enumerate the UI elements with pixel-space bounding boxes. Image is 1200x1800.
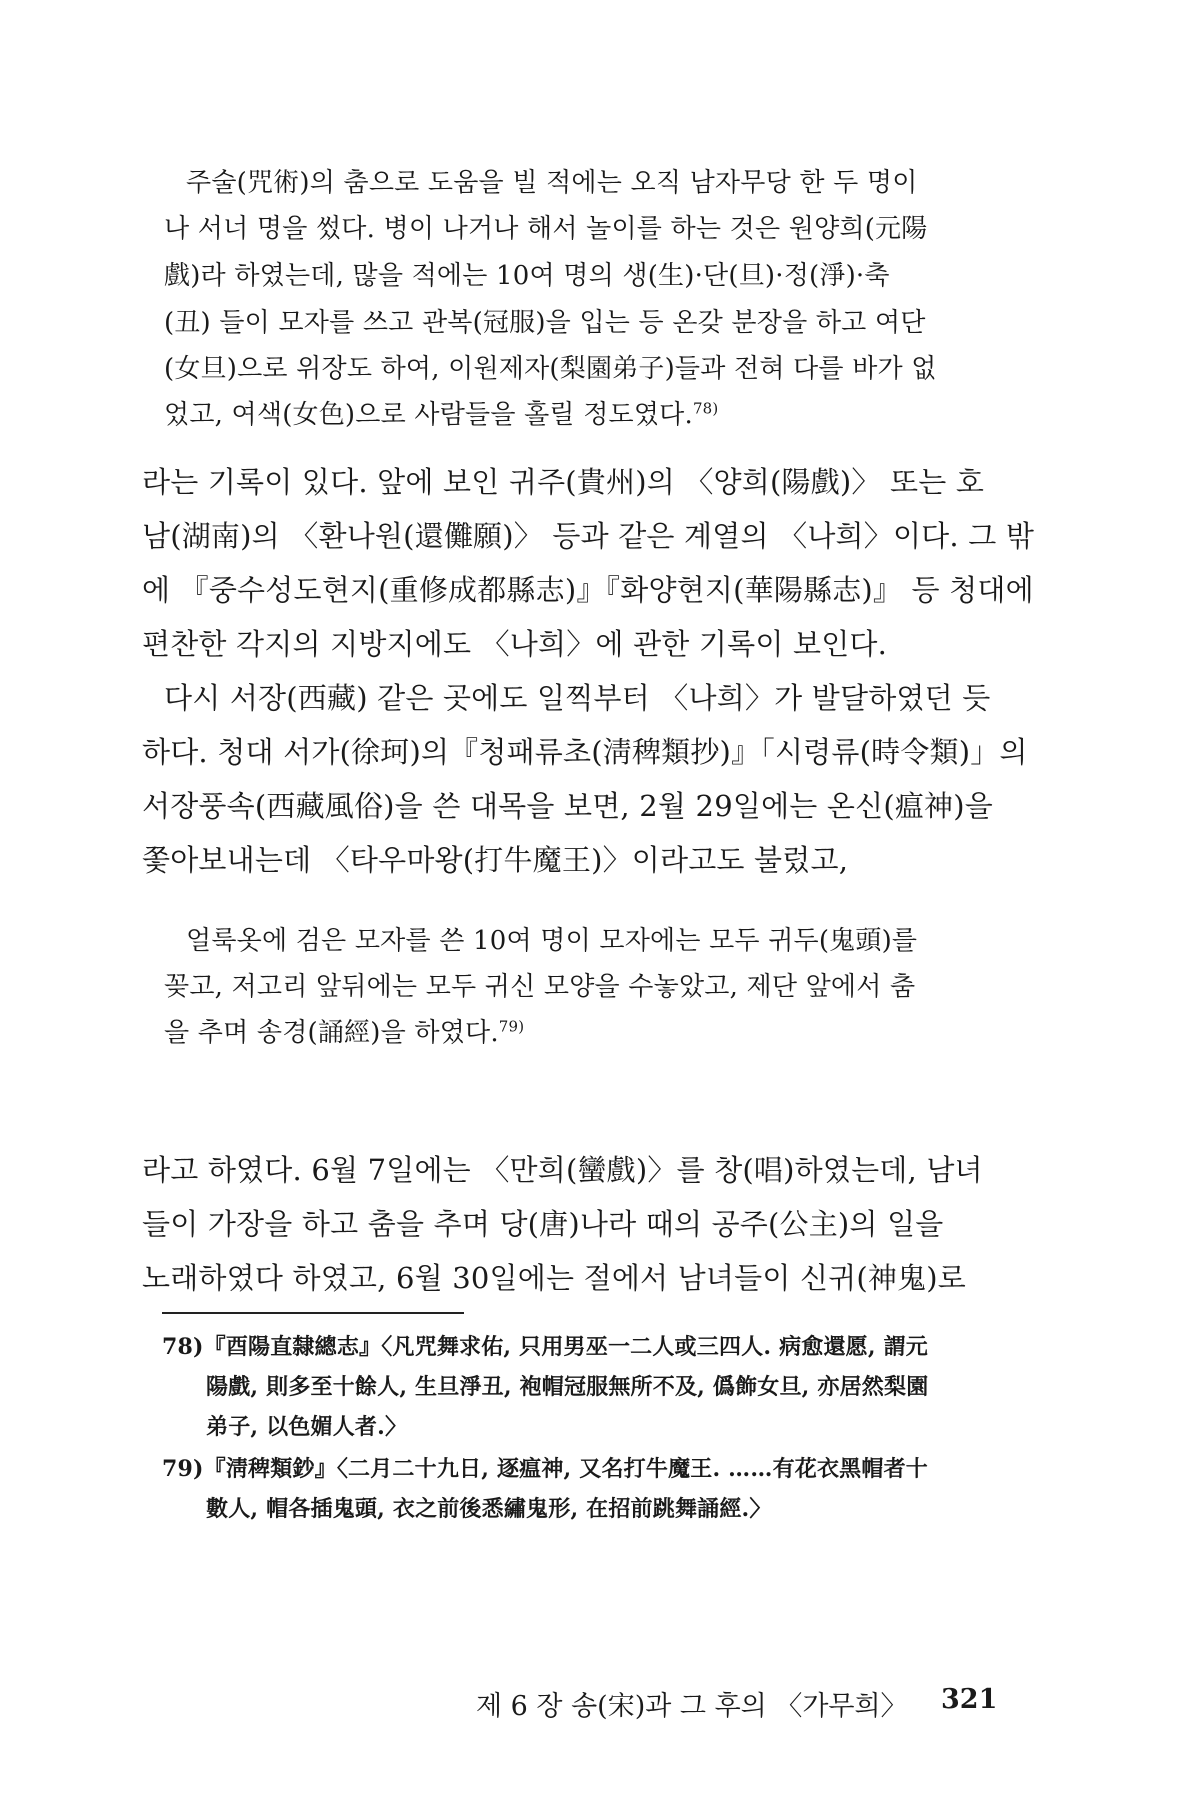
body-line: 남(湖南)의 〈환나원(還儺願)〉 등과 같은 계열의 〈나희〉이다. 그 밖 bbox=[142, 519, 1035, 553]
quote-line: (丑) 들이 모자를 쓰고 관복(冠服)을 입는 등 온갖 분장을 하고 여단 bbox=[164, 308, 926, 338]
quote-line: 나 서너 명을 썼다. 병이 나거나 해서 놀이를 하는 것은 원양희(元陽 bbox=[164, 214, 928, 244]
footnote-ref-79: 79) bbox=[498, 1017, 525, 1036]
page-number: 321 bbox=[941, 1684, 998, 1715]
body-line: 쫓아보내는데 〈타우마왕(打牛魔王)〉이라고도 불렀고, bbox=[142, 843, 849, 877]
quote-line bbox=[164, 1012, 524, 1049]
body-line: 에 『중수성도현지(重修成都縣志)』『화양현지(華陽縣志)』 등 청대에 bbox=[142, 573, 1034, 607]
footnote-divider bbox=[162, 1312, 464, 1314]
quote-line-text: 을 추며 송경(誦經)을 하였다. bbox=[164, 1018, 499, 1048]
quote-line: 얼룩옷에 검은 모자를 쓴 10여 명이 모자에는 모두 귀두(鬼頭)를 bbox=[186, 926, 918, 956]
body-line: 노래하였다 하였고, 6월 30일에는 절에서 남녀들이 신귀(神鬼)로 bbox=[142, 1261, 967, 1295]
quote-line bbox=[164, 394, 718, 431]
footnote-79-line: 數人, 帽各插鬼頭, 衣之前後悉繡鬼形, 在招前跳舞誦經.〉 bbox=[206, 1496, 772, 1522]
footnote-78-line: 陽戲, 則多至十餘人, 生旦淨丑, 袍帽冠服無所不及, 僞飾女旦, 亦居然梨園 bbox=[206, 1374, 929, 1400]
footnote-79-line: 79)『淸稗類鈔』〈二月二十九日, 逐瘟神, 又名打牛魔王. ……有花衣黑帽者十 bbox=[162, 1456, 928, 1482]
quote-line: 꽂고, 저고리 앞뒤에는 모두 귀신 모양을 수놓았고, 제단 앞에서 춤 bbox=[164, 972, 916, 1002]
footnote-78-line: 78)『酉陽直隸總志』〈凡咒舞求佑, 只用男巫一二人或三四人. 病愈還愿, 謂元 bbox=[162, 1334, 928, 1360]
quote-line: 주술(咒術)의 춤으로 도움을 빌 적에는 오직 남자무당 한 두 명이 bbox=[186, 168, 918, 198]
footnote-ref-78: 78) bbox=[692, 399, 719, 418]
body-line: 다시 서장(西藏) 같은 곳에도 일찍부터 〈나희〉가 발달하였던 듯 bbox=[164, 681, 991, 715]
quote-line: (女旦)으로 위장도 하여, 이원제자(梨園弟子)들과 전혀 다를 바가 없 bbox=[164, 354, 937, 384]
body-line: 들이 가장을 하고 춤을 추며 당(唐)나라 때의 공주(公主)의 일을 bbox=[142, 1207, 944, 1241]
quote-line: 戲)라 하였는데, 많을 적에는 10여 명의 생(生)·단(旦)·정(淨)·축 bbox=[164, 261, 890, 291]
body-line: 라고 하였다. 6월 7일에는 〈만희(蠻戲)〉를 창(唱)하였는데, 남녀 bbox=[142, 1153, 983, 1187]
body-line: 하다. 청대 서가(徐珂)의『청패류초(淸稗類抄)』「시령류(時令類)」의 bbox=[142, 735, 1028, 769]
body-line: 편찬한 각지의 지방지에도 〈나희〉에 관한 기록이 보인다. bbox=[142, 627, 888, 661]
quote-line-text: 었고, 여색(女色)으로 사람들을 홀릴 정도였다. bbox=[164, 400, 693, 430]
running-head: 제 6 장 송(宋)과 그 후의 〈가무희〉 bbox=[476, 1691, 908, 1722]
footnote-78-line: 弟子, 以色媚人者.〉 bbox=[206, 1414, 408, 1440]
body-line: 서장풍속(西藏風俗)을 쓴 대목을 보면, 2월 29일에는 온신(瘟神)을 bbox=[142, 789, 993, 823]
body-line: 라는 기록이 있다. 앞에 보인 귀주(貴州)의 〈양희(陽戲)〉 또는 호 bbox=[142, 465, 985, 499]
